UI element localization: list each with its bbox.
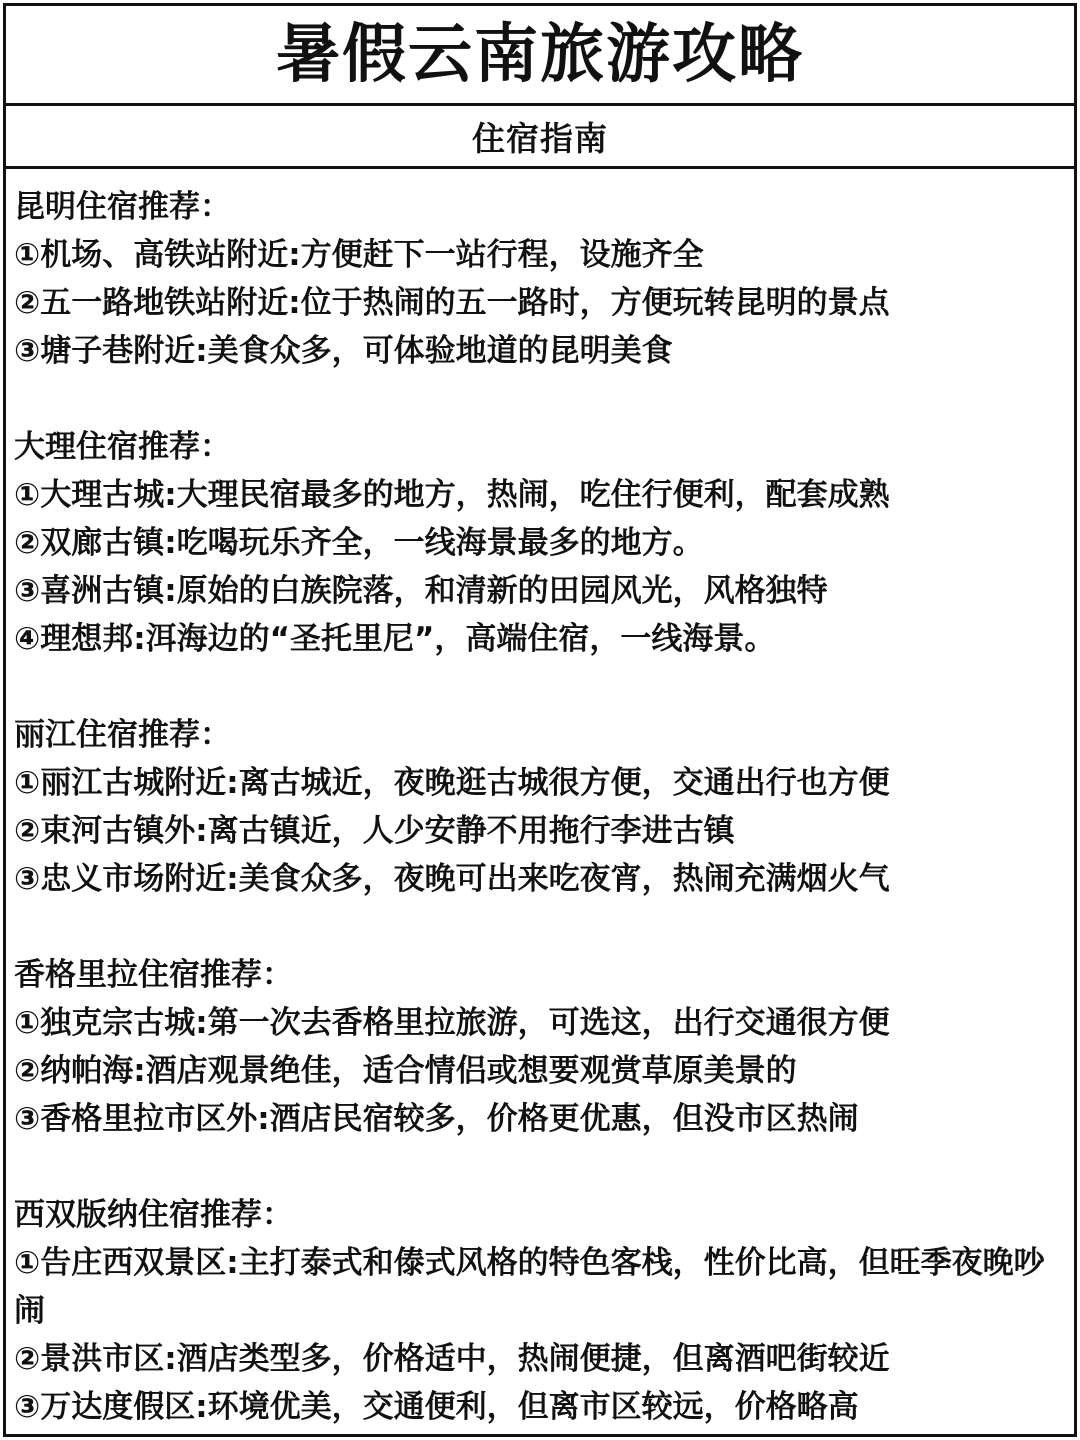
section-shangri-la xyxy=(14,951,1066,1143)
section-heading: 香格里拉住宿推荐： xyxy=(14,957,293,993)
section-heading: 丽江住宿推荐： xyxy=(14,717,231,753)
list-item: ①丽江古城附近:离古城近，夜晚逛古城很方便，交通出行也方便 xyxy=(14,765,890,801)
guide-content xyxy=(6,169,1074,1431)
list-item: ③香格里拉市区外:酒店民宿较多，价格更优惠，但没市区热闹 xyxy=(14,1101,859,1137)
page-title: 暑假云南旅游攻略 xyxy=(276,17,804,92)
section-heading: 昆明住宿推荐： xyxy=(14,189,231,225)
list-item: ③忠义市场附近:美食众多，夜晚可出来吃夜宵，热闹充满烟火气 xyxy=(14,861,890,897)
list-item: ④理想邦:洱海边的“圣托里尼”，高端住宿，一线海景。 xyxy=(14,621,776,657)
section-heading: 大理住宿推荐： xyxy=(14,429,231,465)
list-item: ③喜洲古镇:原始的白族院落，和清新的田园风光，风格独特 xyxy=(14,573,828,609)
section-xishuangbanna xyxy=(14,1191,1066,1431)
title-row xyxy=(6,6,1074,106)
list-item: ①独克宗古城:第一次去香格里拉旅游，可选这，出行交通很方便 xyxy=(14,1005,890,1041)
guide-frame xyxy=(3,3,1077,1437)
section-dali xyxy=(14,423,1066,663)
list-item: ③塘子巷附近:美食众多，可体验地道的昆明美食 xyxy=(14,333,673,369)
page-subtitle: 住宿指南 xyxy=(472,118,608,158)
list-item: ①告庄西双景区:主打泰式和傣式风格的特色客栈，性价比高，但旺季夜晚吵闹 xyxy=(14,1245,1045,1329)
list-item: ②景洪市区:酒店类型多，价格适中，热闹便捷，但离酒吧街较近 xyxy=(14,1341,890,1377)
list-item: ②双廊古镇:吃喝玩乐齐全，一线海景最多的地方。 xyxy=(14,525,704,561)
section-heading: 西双版纳住宿推荐： xyxy=(14,1197,293,1233)
list-item: ②束河古镇外:离古镇近，人少安静不用拖行李进古镇 xyxy=(14,813,735,849)
list-item: ②纳帕海:酒店观景绝佳，适合情侣或想要观赏草原美景的 xyxy=(14,1053,797,1089)
section-lijiang xyxy=(14,711,1066,903)
subtitle-row xyxy=(6,106,1074,169)
list-item: ②五一路地铁站附近:位于热闹的五一路时，方便玩转昆明的景点 xyxy=(14,285,890,321)
list-item: ③万达度假区:环境优美，交通便利，但离市区较远，价格略高 xyxy=(14,1389,859,1425)
list-item: ①大理古城:大理民宿最多的地方，热闹，吃住行便利，配套成熟 xyxy=(14,477,890,513)
list-item: ①机场、高铁站附近:方便赶下一站行程，设施齐全 xyxy=(14,237,704,273)
section-kunming xyxy=(14,183,1066,375)
